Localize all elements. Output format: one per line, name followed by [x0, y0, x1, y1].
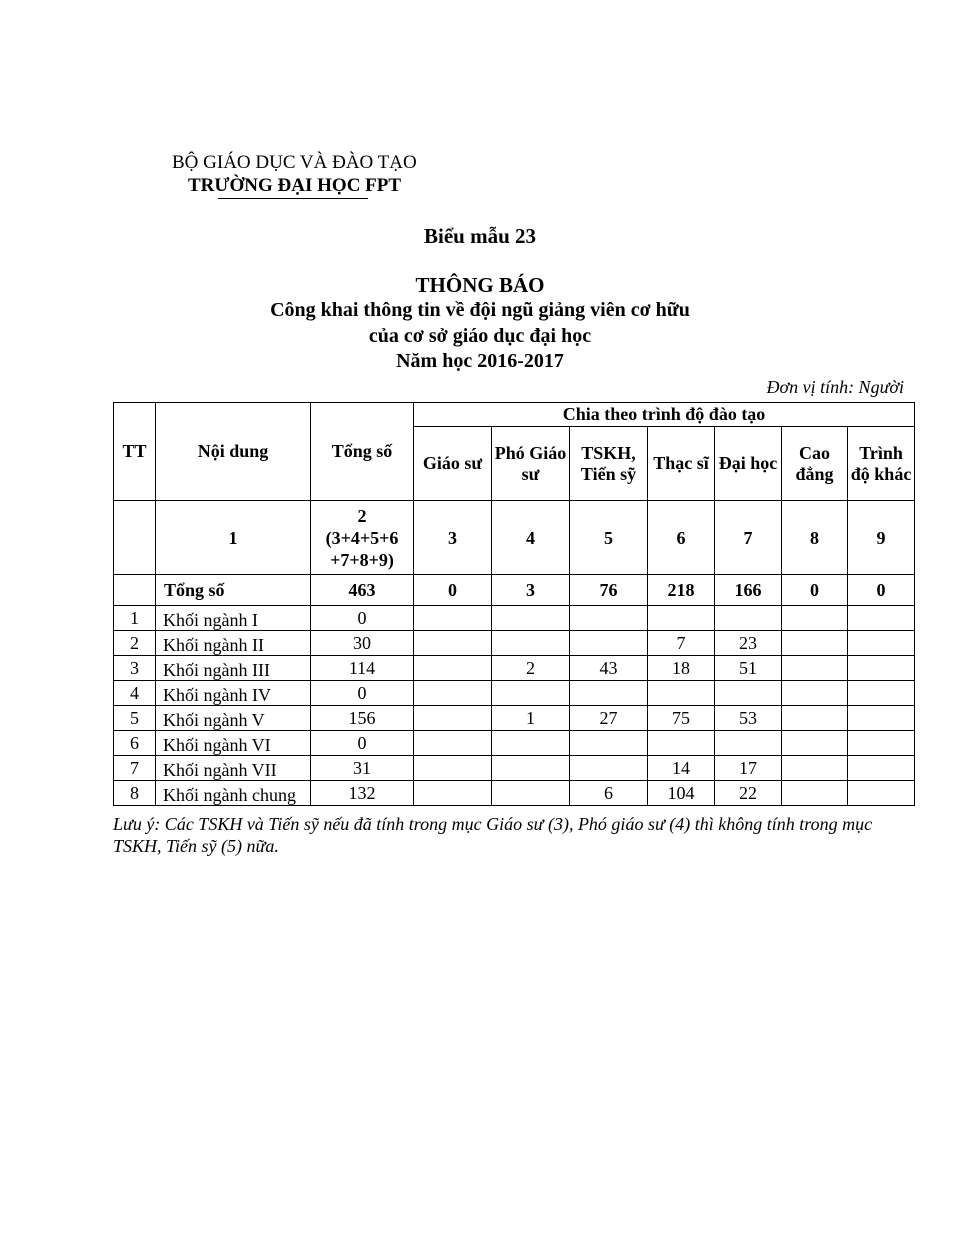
row-college [782, 781, 848, 806]
row-professor [414, 656, 492, 681]
row-college [782, 656, 848, 681]
total-master: 218 [648, 575, 715, 606]
row-doctor: 43 [570, 656, 648, 681]
total-label: Tổng số [156, 575, 311, 606]
index-empty [114, 501, 156, 575]
row-bachelor [715, 681, 782, 706]
table-row [114, 631, 915, 656]
row-total: 31 [311, 756, 414, 781]
row-professor [414, 606, 492, 631]
row-master [648, 681, 715, 706]
form-number: Biểu mẫu 23 [423, 224, 536, 248]
total-assoc-professor: 3 [492, 575, 570, 606]
row-college [782, 731, 848, 756]
row-bachelor: 51 [715, 656, 782, 681]
row-other [848, 656, 915, 681]
row-total: 132 [311, 781, 414, 806]
header-professor: Giáo sư [414, 427, 492, 501]
row-name: Khối ngành II [156, 631, 311, 656]
row-other [848, 631, 915, 656]
row-tt: 4 [114, 681, 156, 706]
row-name: Khối ngành III [156, 656, 311, 681]
index-c3: 3 [414, 501, 492, 575]
footnote: Lưu ý: Các TSKH và Tiến sỹ nếu đã tính trong mục Giáo sư (3), Phó giáo sư (4) thì không tính trong mục TSKH, Tiến sỹ (5) nữa. [113, 814, 873, 856]
table-row [114, 731, 915, 756]
row-master: 14 [648, 756, 715, 781]
row-name: Khối ngành chung [156, 781, 311, 806]
row-doctor [570, 681, 648, 706]
row-professor [414, 756, 492, 781]
row-other [848, 606, 915, 631]
row-college [782, 631, 848, 656]
index-c2 [311, 501, 414, 575]
header-content: Nội dung [156, 403, 311, 501]
index-c2-number: 2 [357, 505, 367, 526]
table-row [114, 656, 915, 681]
row-doctor: 27 [570, 706, 648, 731]
row-total: 0 [311, 681, 414, 706]
total-total: 463 [311, 575, 414, 606]
total-college: 0 [782, 575, 848, 606]
index-c9: 9 [848, 501, 915, 575]
row-assoc-professor: 2 [492, 656, 570, 681]
row-master: 7 [648, 631, 715, 656]
table-row [114, 606, 915, 631]
index-c2-formula: (3+4+5+6 +7+8+9) [325, 527, 399, 570]
row-college [782, 681, 848, 706]
row-college [782, 606, 848, 631]
row-tt: 8 [114, 781, 156, 806]
row-assoc-professor [492, 606, 570, 631]
row-tt: 7 [114, 756, 156, 781]
row-bachelor: 53 [715, 706, 782, 731]
row-doctor: 6 [570, 781, 648, 806]
header-total: Tổng số [311, 403, 414, 501]
row-master: 75 [648, 706, 715, 731]
row-bachelor [715, 731, 782, 756]
row-professor [414, 731, 492, 756]
row-professor [414, 781, 492, 806]
row-doctor [570, 631, 648, 656]
total-doctor: 76 [570, 575, 648, 606]
row-professor [414, 706, 492, 731]
row-total: 30 [311, 631, 414, 656]
row-other [848, 781, 915, 806]
row-other [848, 731, 915, 756]
row-tt: 1 [114, 606, 156, 631]
index-c7: 7 [715, 501, 782, 575]
unit-label: Đơn vị tính: Người [766, 377, 904, 397]
total-other: 0 [848, 575, 915, 606]
row-name: Khối ngành V [156, 706, 311, 731]
row-doctor [570, 731, 648, 756]
row-professor [414, 631, 492, 656]
row-master [648, 606, 715, 631]
index-c4: 4 [492, 501, 570, 575]
row-name: Khối ngành IV [156, 681, 311, 706]
row-assoc-professor [492, 756, 570, 781]
header-doctor: TSKH, Tiến sỹ [570, 427, 648, 501]
ministry-name: BỘ GIÁO DỤC VÀ ĐÀO TẠO [172, 152, 417, 173]
row-college [782, 756, 848, 781]
total-professor: 0 [414, 575, 492, 606]
row-doctor [570, 606, 648, 631]
row-total: 0 [311, 731, 414, 756]
total-bachelor: 166 [715, 575, 782, 606]
header-college: Cao đẳng [782, 427, 848, 501]
row-name: Khối ngành VI [156, 731, 311, 756]
row-bachelor: 23 [715, 631, 782, 656]
school-underline [218, 198, 368, 199]
row-master [648, 731, 715, 756]
index-c1: 1 [156, 501, 311, 575]
notice-subtitle: Công khai thông tin về đội ngũ giảng viên cơ hữu [270, 299, 690, 321]
row-master: 104 [648, 781, 715, 806]
header-tt: TT [114, 403, 156, 501]
row-tt: 6 [114, 731, 156, 756]
header-bachelor: Đại học [715, 427, 782, 501]
row-bachelor [715, 606, 782, 631]
row-master: 18 [648, 656, 715, 681]
row-total: 0 [311, 606, 414, 631]
notice-subtitle-2: của cơ sở giáo dục đại học [368, 325, 592, 347]
row-tt: 3 [114, 656, 156, 681]
row-college [782, 706, 848, 731]
academic-year: Năm học 2016-2017 [396, 350, 564, 372]
row-other [848, 706, 915, 731]
header-group: Chia theo trình độ đào tạo [414, 403, 915, 427]
table-row [114, 706, 915, 731]
row-other [848, 681, 915, 706]
index-c6: 6 [648, 501, 715, 575]
row-name: Khối ngành VII [156, 756, 311, 781]
notice-title: THÔNG BÁO [415, 273, 545, 297]
row-assoc-professor [492, 731, 570, 756]
table-row [114, 681, 915, 706]
row-bachelor: 22 [715, 781, 782, 806]
row-assoc-professor [492, 681, 570, 706]
header-assoc-professor: Phó Giáo sư [492, 427, 570, 501]
row-professor [414, 681, 492, 706]
row-assoc-professor: 1 [492, 706, 570, 731]
header-master: Thạc sĩ [648, 427, 715, 501]
row-assoc-professor [492, 781, 570, 806]
row-doctor [570, 756, 648, 781]
row-name: Khối ngành I [156, 606, 311, 631]
faculty-table [113, 402, 915, 806]
row-other [848, 756, 915, 781]
row-tt: 2 [114, 631, 156, 656]
row-assoc-professor [492, 631, 570, 656]
index-c5: 5 [570, 501, 648, 575]
row-total: 156 [311, 706, 414, 731]
row-bachelor: 17 [715, 756, 782, 781]
row-tt: 5 [114, 706, 156, 731]
row-total: 114 [311, 656, 414, 681]
total-tt [114, 575, 156, 606]
school-name: TRƯỜNG ĐẠI HỌC FPT [188, 175, 402, 196]
table-row [114, 756, 915, 781]
table-row [114, 781, 915, 806]
header-other: Trình độ khác [848, 427, 915, 501]
index-c8: 8 [782, 501, 848, 575]
